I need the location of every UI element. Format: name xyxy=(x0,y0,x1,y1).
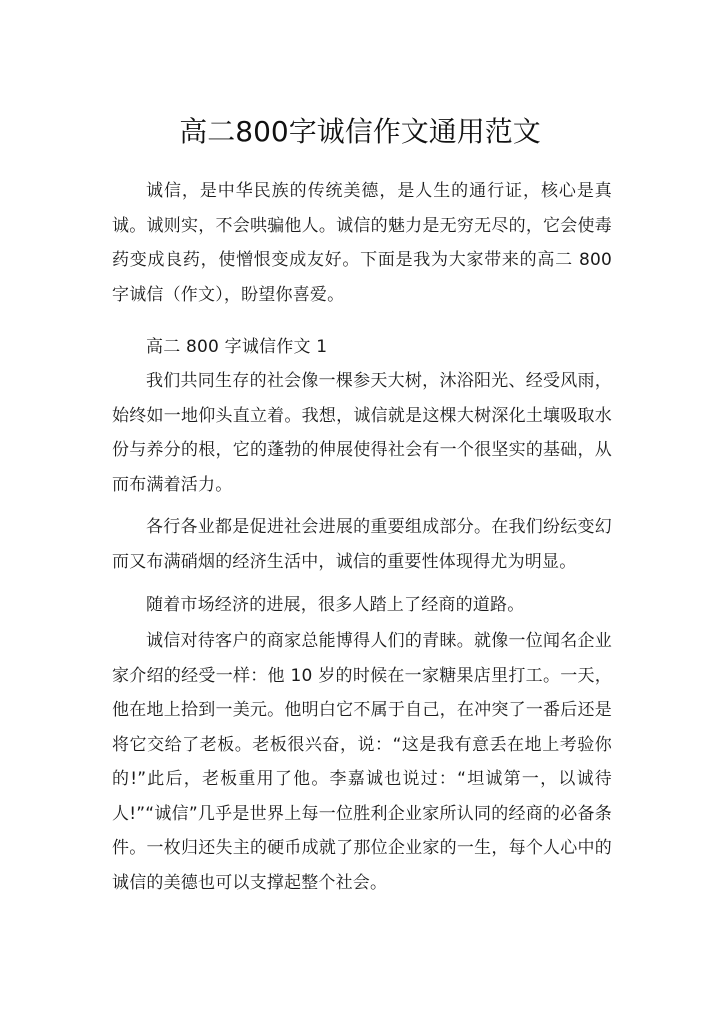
essay-paragraph: 我们共同生存的社会像一棵参天大树，沐浴阳光、经受风雨，始终如一地仰头直立着。我想，诚信就是这棵大树深化土壤吸取水份与养分的根，它的蓬勃的伸展使得社会有一个很坚实的基础，从而布满着活力。 xyxy=(112,371,612,495)
essay-paragraph: 诚信对待客户的商家总能博得人们的青睐。就像一位闻名企业家介绍的经受一样：他 10 岁的时候在一家糖果店里打工。一天，他在地上拾到一美元。他明白它不属于自己，在冲突了一番后还是将它交给了老板。老板很兴奋，说：“这是我有意丢在地上考验你的!”此后，老板重用了他。李嘉诚也说过：“坦诚第一，以诚待人!”“诚信”几乎是世界上每一位胜利企业家所认同的经商的必备条件。一枚归还失主的硬币成就了那位企业家的一生，每个人心中的诚信的美德也可以支撑起整个社会。 xyxy=(112,631,612,893)
document-title: 高二800字诚信作文通用范文 xyxy=(179,115,541,148)
essay-paragraph: 各行各业都是促进社会进展的重要组成部分。在我们纷纭变幻而又布满硝烟的经济生活中，诚信的重要性体现得尤为明显。 xyxy=(112,517,612,572)
essay-paragraph: 随着市场经济的进展，很多人踏上了经商的道路。 xyxy=(146,595,525,615)
intro-paragraph: 诚信，是中华民族的传统美德，是人生的通行证，核心是真诚。诚则实，不会哄骗他人。诚信的魅力是无穷无尽的，它会使毒药变成良药，使憎恨变成友好。下面是我为大家带来的高二 800 字诚信（作文），盼望你喜爱。 xyxy=(112,181,612,305)
essay-heading: 高二 800 字诚信作文 1 xyxy=(146,337,328,357)
